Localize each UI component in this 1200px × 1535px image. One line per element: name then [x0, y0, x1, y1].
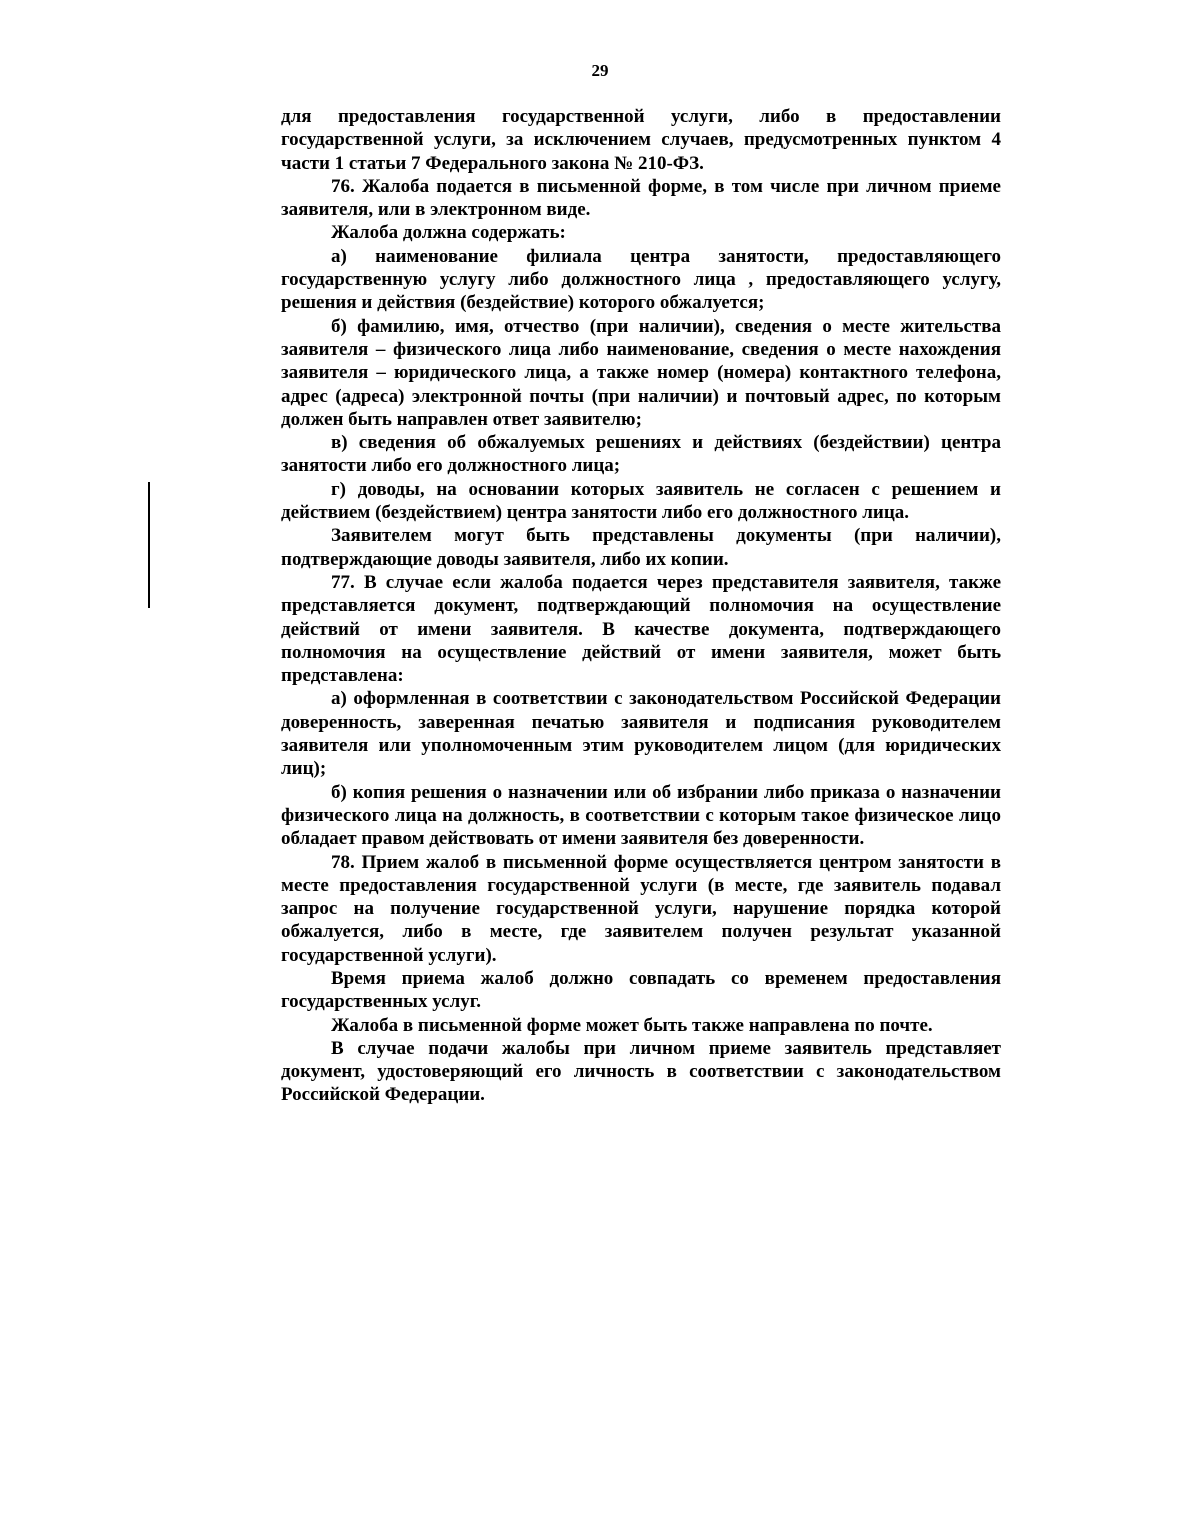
paragraph-reception-time: Время приема жалоб должно совпадать со временем предоставления государственных услуг. — [281, 967, 1001, 1013]
paragraph-by-mail: Жалоба в письменной форме может быть также направлена по почте. — [331, 1014, 933, 1036]
list-item-b: б) фамилию, имя, отчество (при наличии), сведения о месте жительства заявителя – физического лица либо наименование, сведения о месте нахождения заявителя – юридического лица, а также номер (номера) контактного телефона, адрес (адреса) электронной почты (при наличии) и почтовый адрес, по которым должен быть направлен ответ заявителю; — [281, 315, 1001, 430]
page-number: 29 — [591, 61, 609, 80]
list-item-v: в) сведения об обжалуемых решениях и действиях (бездействии) центра занятости либо его должностного лица; — [281, 432, 1001, 477]
document-body — [281, 105, 1001, 1107]
list-item-b-appointment-copy: б) копия решения о назначении или об избрании либо приказа о назначении физического лица на должность, в соответствии с которым такое физическое лицо обладает правом действовать от имени заявителя без доверенности. — [281, 781, 1001, 850]
paragraph-78: 78. Прием жалоб в письменной форме осуществляется центром занятости в месте предоставления государственной услуги (в месте, где заявитель подавал запрос на получение государственной услуги, нарушение порядка которой обжалуется, либо в месте, где заявителем получен результат указанной государственной услуги). — [281, 851, 1001, 966]
list-item-a-power-of-attorney: а) оформленная в соответствии с законодательством Российской Федерации доверенность, заверенная печатью заявителя и подписания руководителем заявителя или уполномоченным этим руководителем лицом (для юридических лиц); — [281, 688, 1001, 780]
paragraph-identity: В случае подачи жалобы при личном приеме заявитель представляет документ, удостоверяющий его личность в соответствии с законодательством Российской Федерации. — [281, 1037, 1001, 1106]
paragraph-continuation: для предоставления государственной услуги, либо в предоставлении государственной услуги, за исключением случаев, предусмотренных пунктом 4 части 1 статьи 7 Федерального закона № 210-ФЗ. — [281, 106, 1001, 174]
paragraph-documents: Заявителем могут быть представлены документы (при наличии), подтверждающие доводы заявителя, либо их копии. — [281, 525, 1001, 570]
list-item-g: г) доводы, на основании которых заявитель не согласен с решением и действием (бездействием) центра занятости либо его должностного лица. — [281, 478, 1001, 524]
paragraph-77: 77. В случае если жалоба подается через представителя заявителя, также представляется документ, подтверждающий полномочия на осуществление действий от имени заявителя. В качестве документа, подтверждающего полномочия на осуществление действий от имени заявителя, может быть представлена: — [281, 571, 1001, 687]
paragraph-complaint-contents: Жалоба должна содержать: — [331, 222, 566, 244]
list-item-a: а) наименование филиала центра занятости, предоставляющего государственную услугу либо должностного лица , предоставляющего услугу, решения и действия (бездействие) которого обжалуется; — [281, 245, 1001, 314]
margin-mark-line — [148, 482, 150, 608]
paragraph-76: 76. Жалоба подается в письменной форме, в том числе при личном приеме заявителя, или в электронном виде. — [281, 175, 1001, 221]
